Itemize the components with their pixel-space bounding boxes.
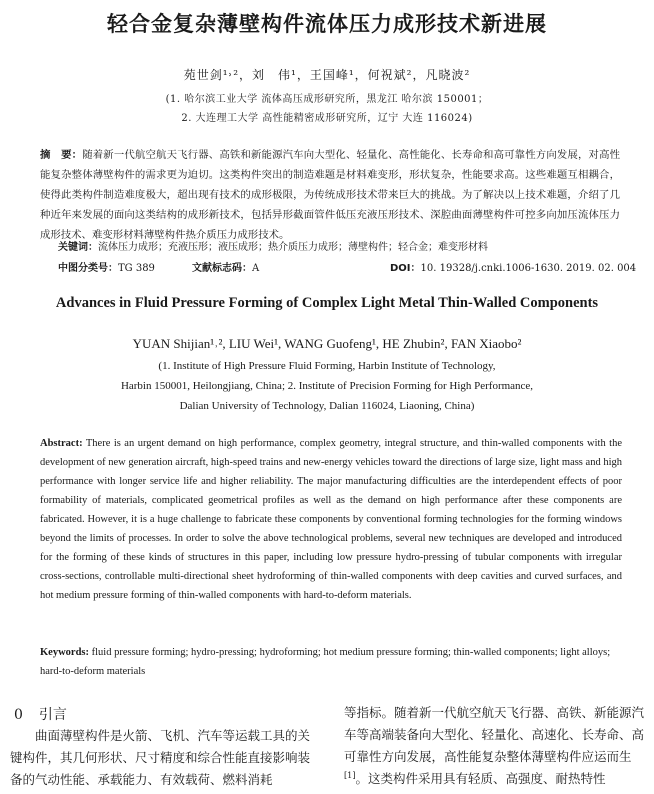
- affiliation-en-2: Harbin 150001, Heilongjiang, China; 2. Institute of Precision Forming for High Performance,: [120, 380, 534, 392]
- citation-ref: [1]: [344, 769, 356, 780]
- authors-en: YUAN Shijian¹˒², LIU Wei¹, WANG Guofeng¹, HE Zhubin², FAN Xiaobo²: [132, 336, 522, 351]
- paper-title-cn: 轻合金复杂薄壁构件流体压力成形技术新进展: [107, 12, 547, 36]
- body-right-text-b: 。这类构件采用具有轻质、高强度、耐热特性: [355, 771, 606, 786]
- section-title: 引言: [38, 707, 67, 723]
- affiliation-en-1: (1. Institute of High Pressure Fluid Forming, Harbin Institute of Technology,: [158, 360, 496, 372]
- abstract-cn: [40, 145, 620, 245]
- doi: [390, 259, 636, 274]
- clc-number: [58, 259, 155, 274]
- section-number: 0: [14, 707, 23, 723]
- keywords-en-text: fluid pressure forming; hydro-pressing; hydroforming; hot medium pressure forming; thin-walled components; light alloys; hard-to-deform materials: [40, 647, 611, 677]
- doi-label: DOI：: [390, 263, 421, 274]
- affiliation-en-3: Dalian University of Technology, Dalian 116024, Liaoning, China): [179, 400, 475, 412]
- keywords-cn-text: 流体压力成形；充液压形；液压成形；热介质压力成形；薄壁构件；轻合金；难变形材料: [98, 242, 488, 253]
- doi-value: 10. 19328/j.cnki.1006-1630. 2019. 02. 004: [420, 263, 637, 274]
- document-code: [192, 259, 259, 274]
- abstract-en-text: There is an urgent demand on high performance, complex geometry, integral structure, and thin-walled components with the development of new generation aircraft, high-speed trains and new-energy vehicles toward the directions of large size, light mass and high performance with longer service life and higher reliability. The major manufacturing difficulties are the interdependent effects of poor formability of materials, complicated geometrical profiles as well as the demand on high performance after these components are fabricated. However, it is a huge challenge to fabricate these components by conventional forming technologies for the forming windows beyond the limits of processes. In order to solve the above technological problems, several new techniques are developed and introduced for the forming of these kinds of structures in this paper, including low pressure hydro-pressing of tubular components with irregular cross-sections, controllable multi-directional sheet hydroforming of thin-walled components with deep cavities and curved surfaces, and hot medium pressure forming of thin-walled components with hard-to-deform materials.: [40, 438, 622, 601]
- affiliation-cn-1: (1. 哈尔滨工业大学 流体高压成形研究所，黑龙江 哈尔滨 150001；: [165, 94, 489, 105]
- abstract-cn-text: 随着新一代航空航天飞行器、高铁和新能源汽车向大型化、轻量化、高性能化、长寿命和高可靠性方向发展，对高性能复杂整体薄壁构件的需求更为迫切。这类构件突出的制造难题是材料难变形，形状复杂，性能要求高。这些难题互相耦合，使得此类构件制造难度极大，超出现有技术的成形极限，为传统成形技术带来巨大的挑战。为了解决以上技术难题，介绍了几种近年来发展的面向这类结构的成形新技术，包括异形截面管件低压充液压形技术、深腔曲面薄壁构件可控多向加压流体压力成形技术、难变形材料薄壁构件热介质压力成形技术。: [40, 149, 621, 241]
- body-column-left: 曲面薄壁构件是火箭、飞机、汽车等运载工具的关键构件，其几何形状、尺寸精度和综合性能直接影响装备的气动性能、承载能力、有效载荷、燃料消耗: [10, 728, 311, 787]
- keywords-cn-label: 关键词：: [58, 242, 98, 253]
- section-heading: [14, 704, 67, 724]
- doccode-label: 文献标志码：: [192, 263, 252, 274]
- paper-title-en: Advances in Fluid Pressure Forming of Complex Light Metal Thin-Walled Components: [55, 295, 599, 311]
- keywords-en: [40, 643, 622, 681]
- affiliation-cn-2: 2. 大连理工大学 高性能精密成形研究所，辽宁 大连 116024): [181, 113, 473, 124]
- abstract-cn-label: 摘 要：: [40, 149, 83, 161]
- clc-value: TG 389: [118, 263, 155, 274]
- authors-cn: 苑世剑¹˒²，刘 伟¹，王国峰¹，何祝斌²，凡晓波²: [183, 68, 471, 82]
- keywords-cn: [58, 238, 628, 253]
- abstract-en-label: Abstract:: [40, 438, 83, 449]
- doccode-value: A: [252, 263, 260, 274]
- body-column-right: [344, 702, 652, 790]
- body-right-text-a: 等指标。随着新一代航空航天飞行器、高铁、新能源汽车等高端装备向大型化、轻量化、高速化、长寿命、高可靠性方向发展，高性能复杂整体薄壁构件应运而生: [344, 705, 645, 764]
- clc-label: 中图分类号：: [58, 263, 118, 274]
- abstract-en: [40, 434, 622, 605]
- keywords-en-label: Keywords:: [40, 647, 89, 658]
